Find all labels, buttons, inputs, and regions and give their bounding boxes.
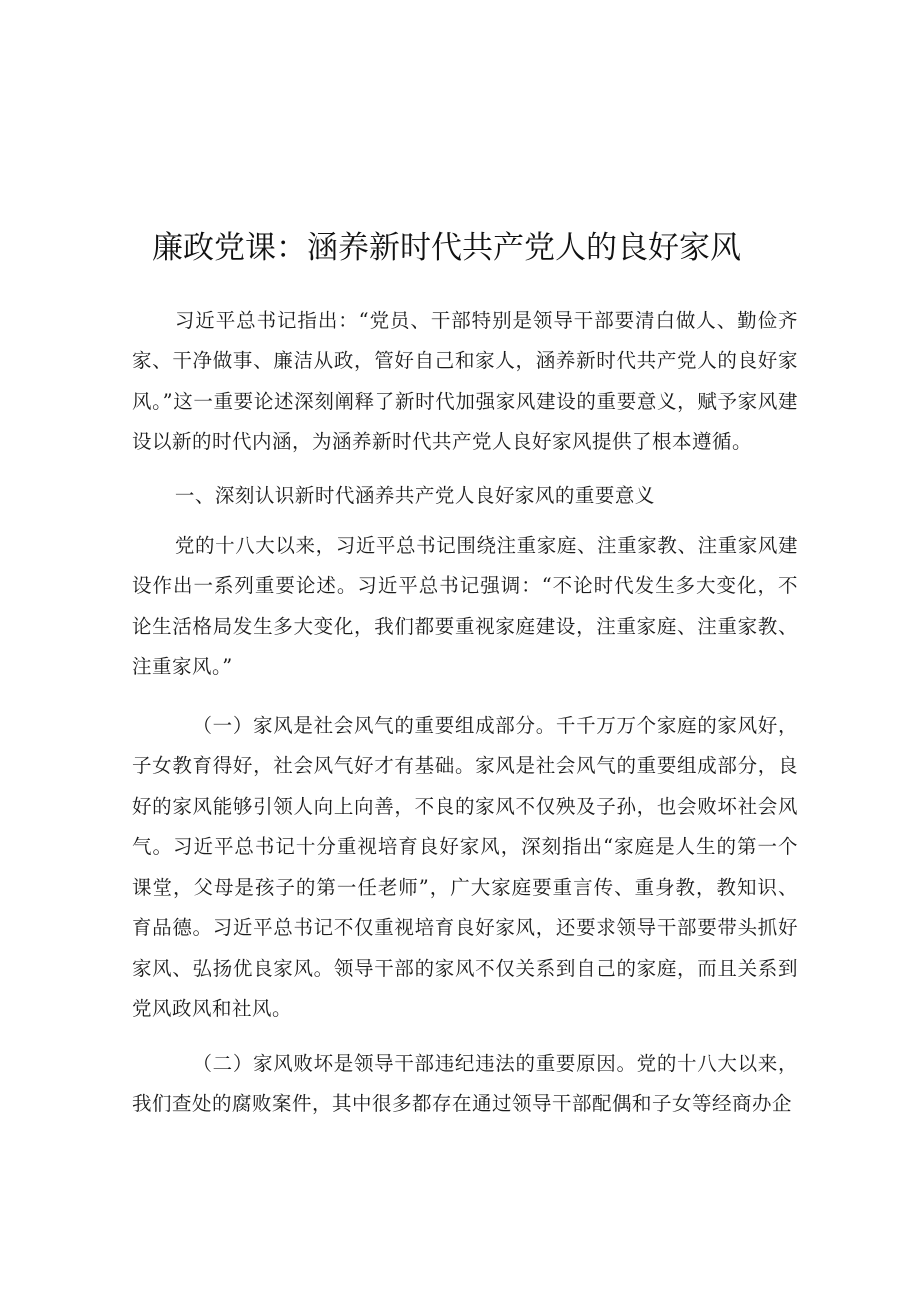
section-heading: 一、深刻认识新时代涵养共产党人良好家风的重要意义: [174, 483, 655, 507]
document-title: 廉政党课：涵养新时代共产党人的良好家风: [152, 230, 741, 266]
intro-paragraph: 习近平总书记指出：“党员、干部特别是领导干部要清白做人、勤俭齐家、干净做事、廉洁从政，管好自己和家人，涵养新时代共产党人的良好家风。”这一重要论述深刻阐释了新时代加强家风建设的重要意义，赋予家风建设以新的时代内涵，为涵养新时代共产党人良好家风提供了根本遵循。: [132, 308, 798, 453]
body-paragraph: （二）家风败坏是领导干部违纪违法的重要原因。党的十八大以来，我们查处的腐败案件，其中很多都存在通过领导干部配偶和子女等经商办企: [132, 1051, 798, 1115]
body-paragraph: 党的十八大以来，习近平总书记围绕注重家庭、注重家教、注重家风建设作出一系列重要论述。习近平总书记强调：“不论时代发生多大变化，不论生活格局发生多大变化，我们都要重视家庭建设，注重家庭、注重家教、注重家风。”: [132, 533, 798, 678]
body-paragraph: （一）家风是社会风气的重要组成部分。千千万万个家庭的家风好，子女教育得好，社会风气好才有基础。家风是社会风气的重要组成部分，良好的家风能够引领人向上向善，不良的家风不仅殃及子孙，也会败坏社会风气。习近平总书记十分重视培育良好家风，深刻指出“家庭是人生的第一个课堂，父母是孩子的第一任老师”，广大家庭要重言传、重身教，教知识、育品德。习近平总书记不仅重视培育良好家风，还要求领导干部要带头抓好家风、弘扬优良家风。领导干部的家风不仅关系到自己的家庭，而且关系到党风政风和社风。: [132, 713, 798, 1020]
